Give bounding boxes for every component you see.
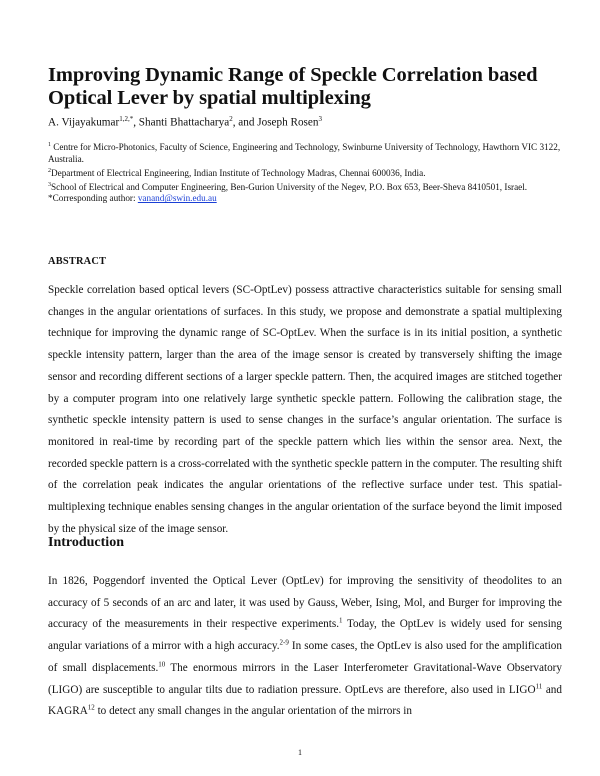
affiliation-1: [48, 140, 568, 166]
citation-marker: 11: [535, 681, 543, 690]
affiliation-marker: 2: [48, 167, 51, 174]
corresponding-author: [48, 193, 568, 205]
corresponding-label: *Corresponding author:: [48, 193, 138, 204]
page-number: 1: [298, 748, 302, 757]
corresponding-email-link[interactable]: vanand@swin.edu.au: [137, 193, 217, 204]
intro-text-segment: to detect any small changes in the angular orientation of the mirrors in: [94, 705, 412, 718]
affiliation-marker: 1: [48, 142, 51, 148]
affiliation-marker: 3: [48, 181, 51, 188]
abstract-text: Speckle correlation based optical levers (SC-OptLev) possess attractive characteristics suitable for sensing small changes in the angular orientations of surfaces. In this study, we propose and demonstrate a spatial multiplexing technique for improving the dynamic range of SC-OptLev. When the surface is in its initial position, a synthetic speckle intensity pattern, larger than the area of the image sensor is created by transversely shifting the image sensor and recording different sections of a larger speckle pattern. Then, the acquired images are stitched together by a computer program into one relatively large synthetic speckle pattern. Following the calibration stage, the synthetic speckle intensity pattern is used to sense changes in the surface’s angular orientation. The surface is monitored in real-time by recording part of the speckle pattern which lies within the sensor area. Next, the recorded speckle pattern is a cross-correlated with the synthetic speckle pattern in the computer. The resulting shift of the correlation peak indicates the angular orientations of the reflective surface under test. This spatial-multiplexing technique enables sensing changes in the angular orientation of the surface beyond the limit imposed by the physical size of the image sensor.: [48, 284, 562, 535]
author-separator: ,: [133, 116, 139, 129]
intro-text-segment: and KAGRA: [48, 683, 562, 718]
affiliations: [48, 140, 568, 205]
citation-marker: 12: [87, 703, 95, 712]
citation-marker: 10: [158, 660, 166, 669]
affiliation-2: [48, 166, 568, 180]
abstract-heading: ABSTRACT: [48, 256, 107, 267]
intro-text-segment: In 1826, Poggendorf invented the Optical Lever (OptLev) for improving the sensitivity of theodolites to an accuracy of 5 seconds of an arc and later, it was used by Gauss, Weber, Ising, Mol, and Burger for improving the accuracy of the measurements in their respective experiments.: [48, 575, 562, 631]
author-affiliation-marker: 2: [229, 115, 233, 123]
author-separator: , and: [232, 116, 258, 129]
intro-text-segment: The enormous mirrors in the Laser Interferometer Gravitational-Wave Observatory (LIGO) are susceptible to angular tilts due to radiation pressure. OptLevs are therefore, also used in LIGO: [48, 661, 563, 696]
intro-text-segment: Today, the OptLev is widely used for sensing angular variations of a mirror with a high accuracy.: [48, 618, 562, 653]
intro-text-segment: In some cases, the OptLev is also used for the amplification of small displacements.: [48, 640, 562, 674]
affiliation-text: Department of Electrical Engineering, Indian Institute of Technology Madras, Chennai 600036, India.: [51, 167, 426, 178]
author-name: A. Vijayakumar: [48, 116, 120, 129]
author-name: Shanti Bhattacharya: [138, 116, 230, 129]
affiliation-text: School of Electrical and Computer Engineering, Ben-Gurion University of the Negev, P.O. Box 653, Beer-Sheva 8410501, Israel.: [51, 181, 528, 192]
author-list: [48, 115, 322, 129]
introduction-text: [48, 571, 562, 723]
affiliation-text: Centre for Micro-Photonics, Faculty of Science, Engineering and Technology, Swinburne University of Technology, Hawthorn VIC 3122, Australia.: [48, 142, 561, 164]
affiliation-3: [48, 180, 568, 194]
author-affiliation-marker: 1,2,*: [119, 115, 134, 123]
citation-marker: 2-9: [279, 638, 289, 647]
author-name: Joseph Rosen: [257, 116, 319, 129]
author-affiliation-marker: 3: [318, 115, 322, 123]
paper-title: Improving Dynamic Range of Speckle Correlation based Optical Lever by spatial multiplexing: [48, 64, 538, 109]
introduction-heading: Introduction: [48, 535, 124, 550]
citation-marker: 1: [339, 616, 343, 625]
